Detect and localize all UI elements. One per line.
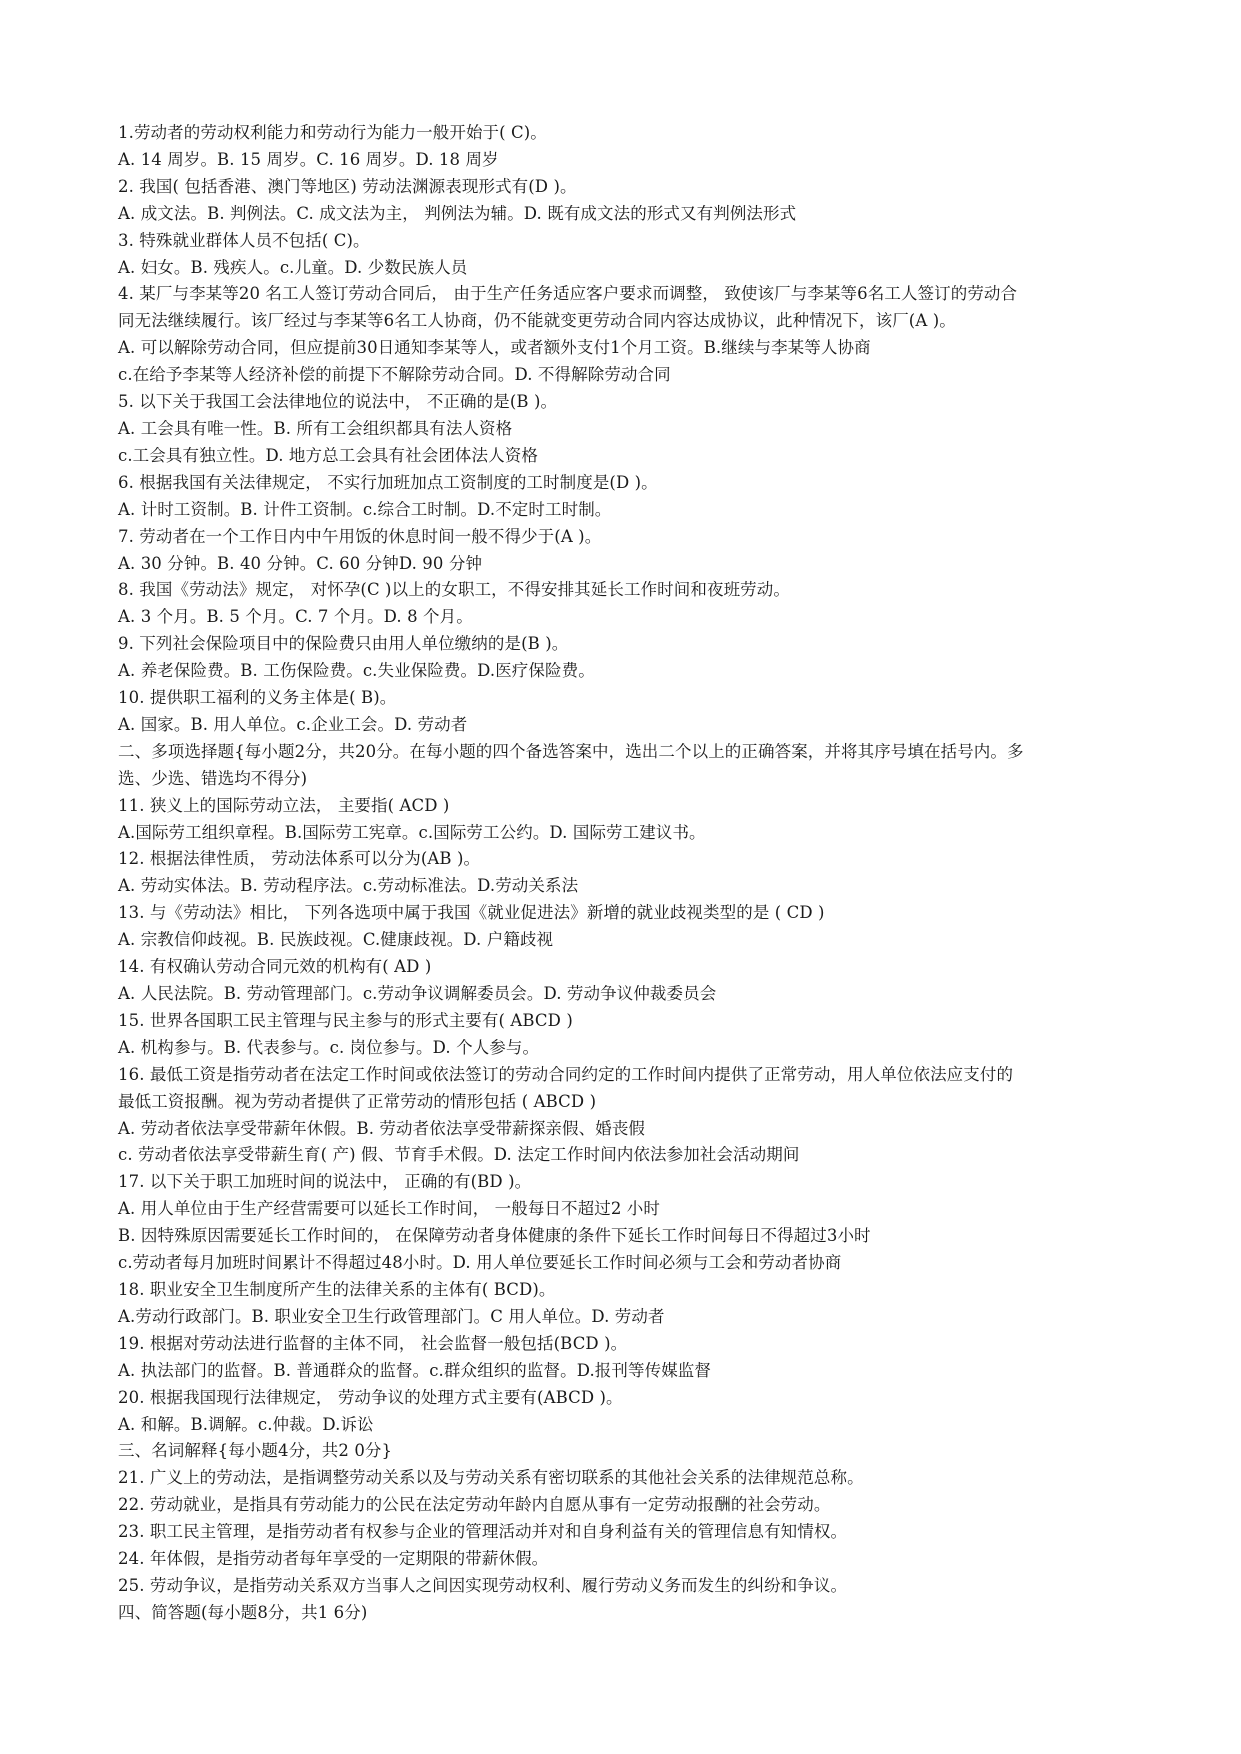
document-line: 6. 根据我国有关法律规定， 不实行加班加点工资制度的工时制度是(D )。 [118, 472, 658, 492]
document-line: 16. 最低工资是指劳动者在法定工作时间或依法签订的劳动合同约定的工作时间内提供了正常劳动，用人单位依法应支付的 [118, 1064, 1014, 1084]
document-line: 2. 我国( 包括香港、澳门等地区) 劳动法渊源表现形式有(D )。 [118, 176, 577, 196]
document-line: A. 人民法院。B. 劳动管理部门。c.劳动争议调解委员会。D. 劳动争议仲裁委员会 [118, 984, 717, 1003]
document-line: c.工会具有独立性。D. 地方总工会具有社会团体法人资格 [118, 445, 538, 465]
document-line: A. 执法部门的监督。B. 普通群众的监督。c.群众组织的监督。D.报刊等传媒监督 [118, 1360, 711, 1380]
document-line: 9. 下列社会保险项目中的保险费只由用人单位缴纳的是(B )。 [118, 634, 569, 654]
document-line: 四、简答题(每小题8分，共1 6分) [118, 1602, 368, 1622]
document-line: A. 劳动实体法。B. 劳动程序法。c.劳动标准法。D.劳动关系法 [118, 876, 579, 896]
document-line: 23. 职工民主管理，是指劳动者有权参与企业的管理活动并对和自身利益有关的管理信息有知情权。 [118, 1522, 848, 1542]
document-line: 18. 职业安全卫生制度所产生的法律关系的主体有( BCD)。 [118, 1279, 556, 1299]
document-line: 14. 有权确认劳动合同元效的机构有( AD ) [118, 957, 432, 977]
document-line: A. 机构参与。B. 代表参与。c. 岗位参与。D. 个人参与。 [118, 1037, 540, 1057]
document-line: A. 和解。B.调解。c.仲裁。D.诉讼 [118, 1414, 374, 1434]
document-line: A. 可以解除劳动合同，但应提前30日通知李某等人，或者额外支付1个月工资。B.继续与李某等人协商 [118, 338, 871, 358]
document-line: A. 宗教信仰歧视。B. 民族歧视。C.健康歧视。D. 户籍歧视 [118, 930, 554, 950]
document-line: A.劳动行政部门。B. 职业安全卫生行政管理部门。C 用人单位。D. 劳动者 [118, 1306, 665, 1326]
document-line: 24. 年体假，是指劳动者每年享受的一定期限的带薪休假。 [118, 1549, 549, 1569]
document-line: A. 计时工资制。B. 计件工资制。c.综合工时制。D.不定时工时制。 [118, 499, 612, 519]
document-line: A. 养老保险费。B. 工伤保险费。c.失业保险费。D.医疗保险费。 [118, 661, 595, 681]
document-line: A. 成文法。B. 判例法。C. 成文法为主， 判例法为辅。D. 既有成文法的形式又有判例法形式 [118, 203, 797, 223]
document-line: 二、多项选择题{每小题2分，共20分。在每小题的四个备选答案中，选出二个以上的正确答案，并将其序号填在括号内。多 [118, 741, 1024, 761]
document-line: 15. 世界各国职工民主管理与民主参与的形式主要有( ABCD ) [118, 1010, 573, 1030]
document-line: 8. 我国《劳动法》规定， 对怀孕(C )以上的女职工，不得安排其延长工作时间和夜班劳动。 [118, 580, 790, 600]
document-line: A. 劳动者依法享受带薪年休假。B. 劳动者依法享受带薪探亲假、婚丧假 [118, 1118, 646, 1138]
document-line: 最低工资报酬。视为劳动者提供了正常劳动的情形包括 ( ABCD ) [118, 1091, 597, 1111]
document-line: A. 用人单位由于生产经营需要可以延长工作时间， 一般每日不超过2 小时 [118, 1199, 660, 1219]
document-line: A.国际劳工组织章程。B.国际劳工宪章。c.国际劳工公约。D. 国际劳工建议书。 [118, 822, 706, 842]
document-line: 13. 与《劳动法》相比， 下列各选项中属于我国《就业促进法》新增的就业歧视类型的是 ( CD ) [118, 903, 825, 923]
document-line: 17. 以下关于职工加班时间的说法中， 正确的有(BD )。 [118, 1172, 532, 1192]
document-line: 12. 根据法律性质， 劳动法体系可以分为(AB )。 [118, 849, 481, 869]
document-line: A. 30 分钟。B. 40 分钟。C. 60 分钟D. 90 分钟 [118, 553, 483, 573]
document-line: A. 国家。B. 用人单位。c.企业工会。D. 劳动者 [118, 714, 468, 734]
document-line: 22. 劳动就业，是指具有劳动能力的公民在法定劳动年龄内自愿从事有一定劳动报酬的社会劳动。 [118, 1495, 831, 1515]
document-line: 4. 某厂与李某等20 名工人签订劳动合同后， 由于生产任务适应客户要求而调整， 致使该厂与李某等6名工人签订的劳动合 [118, 284, 1018, 304]
document-line: 19. 根据对劳动法进行监督的主体不同， 社会监督一般包括(BCD )。 [118, 1333, 628, 1353]
document-line: c.劳动者每月加班时间累计不得超过48小时。D. 用人单位要延长工作时间必须与工会和劳动者协商 [118, 1253, 842, 1273]
document-line: 20. 根据我国现行法律规定， 劳动争议的处理方式主要有(ABCD )。 [118, 1387, 623, 1407]
document-line: 同无法继续履行。该厂经过与李某等6名工人协商，仍不能就变更劳动合同内容达成协议，此种情况下，该厂(A )。 [118, 311, 956, 331]
document-line: A. 工会具有唯一性。B. 所有工会组织都具有法人资格 [118, 418, 513, 438]
document-line: 21. 广义上的劳动法，是指调整劳动关系以及与劳动关系有密切联系的其他社会关系的法律规范总称。 [118, 1468, 864, 1488]
document-line: 11. 狭义上的国际劳动立法， 主要指( ACD ) [118, 795, 450, 815]
document-line: c.在给予李某等人经济补偿的前提下不解除劳动合同。D. 不得解除劳动合同 [118, 365, 671, 385]
document-line: 5. 以下关于我国工会法律地位的说法中， 不正确的是(B )。 [118, 392, 558, 412]
document-line: c. 劳动者依法享受带薪生育( 产) 假、节育手术假。D. 法定工作时间内依法参加社会活动期间 [118, 1145, 800, 1165]
document-line: 25. 劳动争议，是指劳动关系双方当事人之间因实现劳动权利、履行劳动义务而发生的纠纷和争议。 [118, 1575, 848, 1595]
document-line: 三、名词解释{每小题4分，共2 0分} [118, 1441, 393, 1461]
document-line: 7. 劳动者在一个工作日内中午用饭的休息时间一般不得少于(A )。 [118, 526, 602, 546]
document-line: B. 因特殊原因需要延长工作时间的， 在保障劳动者身体健康的条件下延长工作时间每日不得超过3小时 [118, 1226, 871, 1246]
document-line: A. 妇女。B. 残疾人。c.儿童。D. 少数民族人员 [118, 257, 468, 277]
document-line: A. 3 个月。B. 5 个月。C. 7 个月。D. 8 个月。 [118, 607, 473, 627]
document-line: 3. 特殊就业群体人员不包括( C)。 [118, 230, 370, 250]
document-line: 选、少选、错选均不得分) [118, 768, 308, 788]
document-line: A. 14 周岁。B. 15 周岁。C. 16 周岁。D. 18 周岁 [118, 149, 499, 169]
document-line: 10. 提供职工福利的义务主体是( B)。 [118, 688, 397, 708]
document-body [118, 120, 1141, 1627]
document-line: 1.劳动者的劳动权利能力和劳动行为能力一般开始于( C)。 [118, 123, 547, 142]
